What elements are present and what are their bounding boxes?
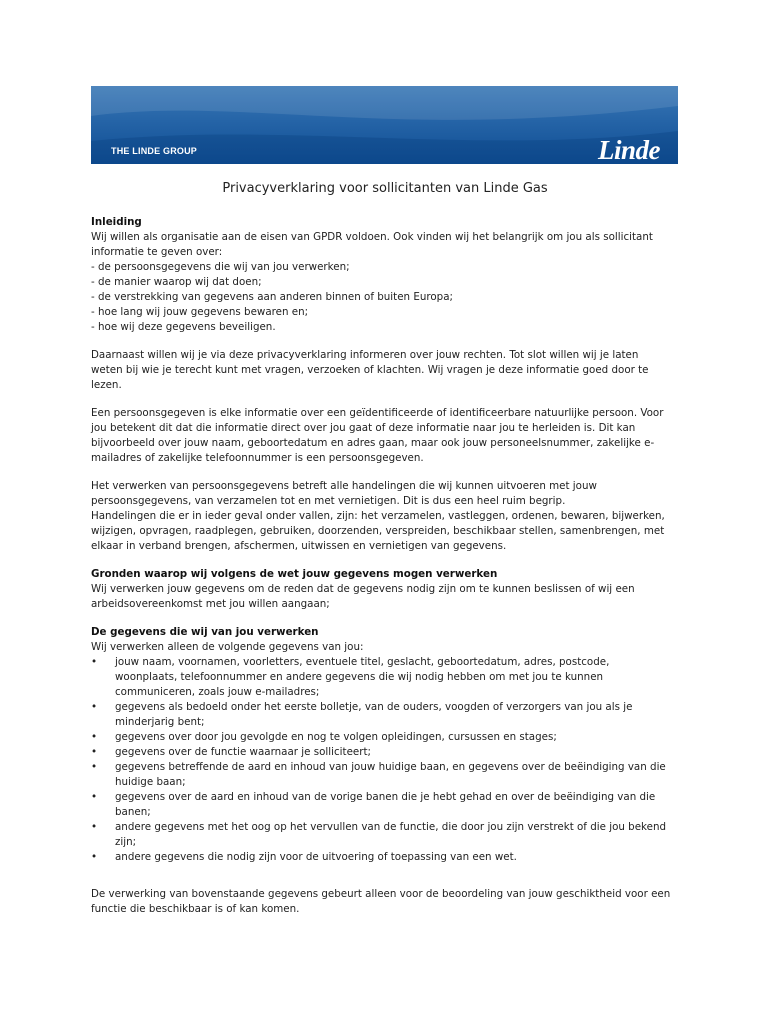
- linde-logo: Linde: [598, 135, 660, 164]
- bullet-icon: •: [91, 821, 98, 833]
- list-item-text: andere gegevens die nodig zijn voor de uitvoering of toepassing van een wet.: [115, 851, 517, 863]
- list-item-text: andere gegevens met het oog op het vervullen van de functie, die door jou zijn verstrekt of die jou bekend zijn;: [115, 821, 667, 848]
- list-item-text: jouw naam, voornamen, voorletters, eventuele titel, geslacht, geboortedatum, adres, postcode, woonplaats, telefoonnummer en andere gegevens die wij nodig hebben om met jou te kunnen communiceren, zoals jouw e-mailadres;: [115, 656, 610, 698]
- list-item: [91, 850, 671, 865]
- list-item-text: gegevens over door jou gevolgde en nog te volgen opleidingen, cursussen en stages;: [115, 731, 557, 743]
- list-item: [91, 760, 671, 790]
- rights-paragraph: Daarnaast willen wij je via deze privacyverklaring informeren over jouw rechten. Tot slot willen wij je laten weten bij wie je terecht kunt met vragen, verzoeken of klachten. Wij vragen je deze informatie goed door te lezen.: [91, 349, 649, 391]
- intro-item: - de persoonsgegevens die wij van jou verwerken;: [91, 261, 350, 273]
- list-item-text: gegevens betreffende de aard en inhoud van jouw huidige baan, en gegevens over de beëindiging van die huidige baan;: [115, 761, 666, 788]
- list-item-text: gegevens over de aard en inhoud van de vorige banen die je hebt gehad en over de beëindiging van die banen;: [115, 791, 656, 818]
- data-section: [91, 625, 671, 865]
- intro-item: - de verstrekking van gegevens aan anderen binnen of buiten Europa;: [91, 291, 453, 303]
- processing-actions: Handelingen die er in ieder geval onder vallen, zijn: het verzamelen, vastleggen, ordenen, bewaren, bijwerken, wijzigen, opvragen, raadplegen, gebruiken, doorzenden, verspreiden, beschikbaar stellen, samenbrengen, met elkaar in verband brengen, afschermen, uitwissen en vernietigen van gegevens.: [91, 510, 665, 552]
- group-name: THE LINDE GROUP: [111, 146, 198, 156]
- intro-heading: Inleiding: [91, 216, 142, 228]
- definition-paragraph: Een persoonsgegeven is elke informatie over een geïdentificeerde of identificeerbare natuurlijke persoon. Voor jou betekent dit dat die informatie direct over jou gaat of deze informatie naar jou te herleiden is. Dit kan bijvoorbeeld over jouw naam, geboortedatum en adres gaan, maar ook jouw personeelsnummer, zakelijke e-mailadres of zakelijke telefoonnummer is een persoonsgegeven.: [91, 407, 664, 464]
- page-title: Privacyverklaring voor sollicitanten van Linde Gas: [222, 181, 548, 196]
- grounds-heading: Gronden waarop wij volgens de wet jouw gegevens mogen verwerken: [91, 568, 498, 580]
- bullet-icon: •: [91, 656, 98, 668]
- intro-item: - hoe lang wij jouw gegevens bewaren en;: [91, 306, 309, 318]
- data-text: Wij verwerken alleen de volgende gegevens van jou:: [91, 641, 364, 653]
- data-list: [91, 655, 671, 865]
- list-item: [91, 745, 671, 760]
- intro-text: Wij willen als organisatie aan de eisen van GPDR voldoen. Ook vinden wij het belangrijk om jou als sollicitant informatie te geven over:: [91, 231, 653, 258]
- grounds-text: Wij verwerken jouw gegevens om de reden dat de gegevens nodig zijn om te kunnen beslissen of wij een arbeidsovereenkomst met jou willen aangaan;: [91, 583, 635, 610]
- list-item: [91, 730, 671, 745]
- bullet-icon: •: [91, 746, 98, 758]
- bullet-icon: •: [91, 731, 98, 743]
- closing-paragraph: De verwerking van bovenstaande gegevens gebeurt alleen voor de beoordeling van jouw geschiktheid voor een functie die beschikbaar is of kan komen.: [91, 888, 671, 915]
- list-item: [91, 655, 671, 700]
- bullet-icon: •: [91, 851, 98, 863]
- list-item: [91, 820, 671, 850]
- bullet-icon: •: [91, 791, 98, 803]
- list-item-text: gegevens als bedoeld onder het eerste bolletje, van de ouders, voogden of verzorgers van jou als je minderjarig bent;: [115, 701, 633, 728]
- header-banner: [91, 86, 678, 164]
- intro-section: [91, 215, 671, 335]
- processing-paragraph: [91, 479, 671, 554]
- list-item: [91, 700, 671, 730]
- processing-text: Het verwerken van persoonsgegevens betreft alle handelingen die wij kunnen uitvoeren met jouw persoonsgegevens, van verzamelen tot en met vernietigen. Dit is dus een heel ruim begrip.: [91, 480, 597, 507]
- intro-item: - de manier waarop wij dat doen;: [91, 276, 262, 288]
- list-item: [91, 790, 671, 820]
- document-body: [91, 215, 671, 930]
- list-item-text: gegevens over de functie waarnaar je solliciteert;: [115, 746, 371, 758]
- bullet-icon: •: [91, 701, 98, 713]
- intro-item: - hoe wij deze gegevens beveiligen.: [91, 321, 276, 333]
- data-heading: De gegevens die wij van jou verwerken: [91, 626, 319, 638]
- bullet-icon: •: [91, 761, 98, 773]
- grounds-section: [91, 567, 671, 612]
